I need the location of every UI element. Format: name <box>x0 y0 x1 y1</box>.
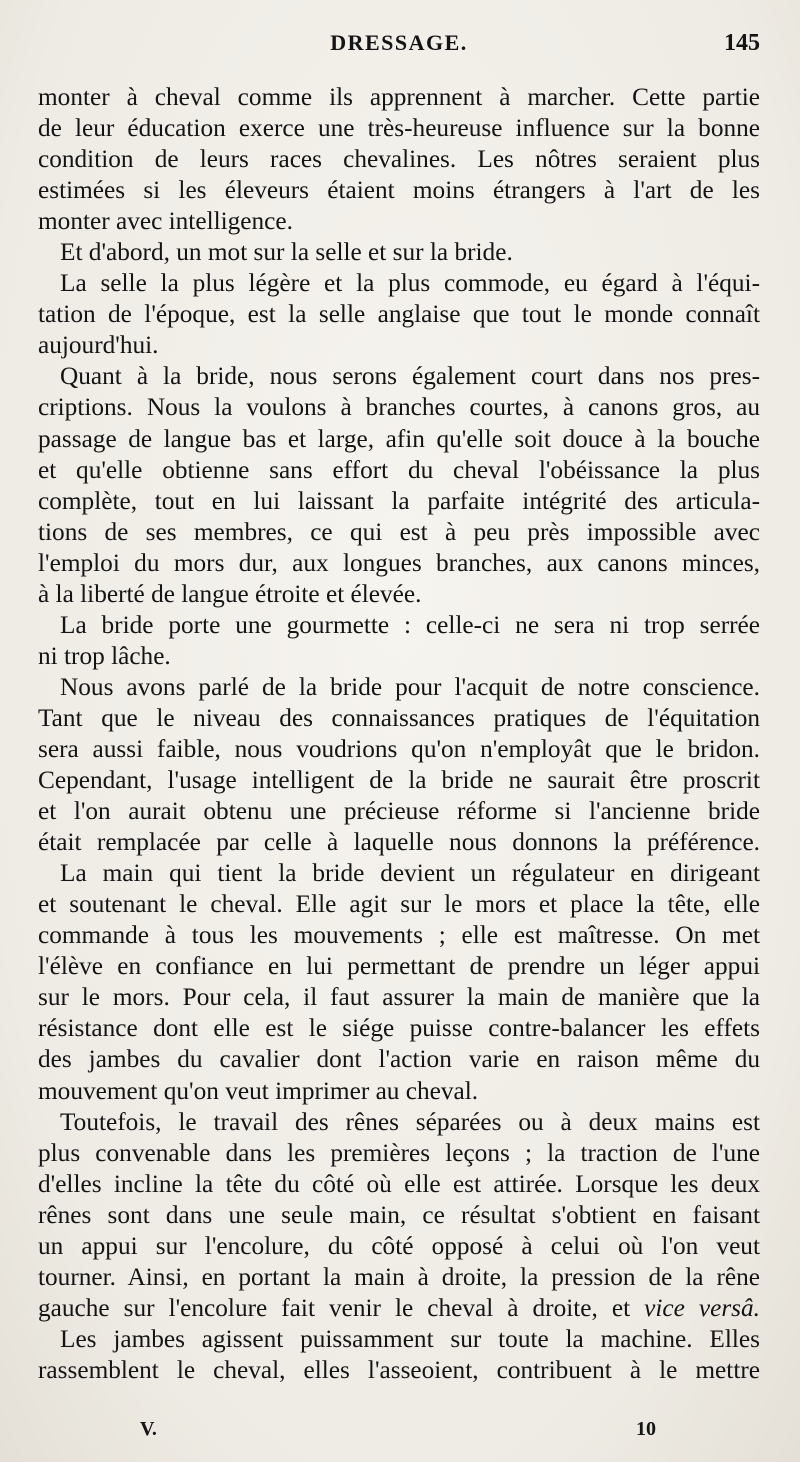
text-line: tation de l'époque, est la selle anglaise que tout le monde connaît <box>38 300 760 329</box>
text-line: Tant que le niveau des connaissances pratiques de l'équitation <box>38 703 760 732</box>
text-line: des jambes du cavalier dont l'action varie en raison même du <box>38 1045 760 1074</box>
page-footer <box>38 1418 760 1448</box>
text-line: Nous avons parlé de la bride pour l'acquit de notre conscience. <box>60 672 760 701</box>
text-line: Cependant, l'usage intelligent de la bride ne saurait être proscrit <box>38 766 760 795</box>
text-line: estimées si les éleveurs étaient moins étrangers à l'art de les <box>38 176 760 205</box>
text-line: mouvement qu'on veut imprimer au cheval. <box>38 1076 479 1105</box>
text-line: de leur éducation exerce une très-heureuse influence sur la bonne <box>38 114 760 143</box>
text-line: condition de leurs races chevalines. Les nôtres seraient plus <box>38 145 760 174</box>
text-line: gauche sur l'encolure fait venir le cheval à droite, et vice versâ. <box>38 1293 760 1322</box>
sheet-number: 10 <box>636 1418 656 1440</box>
text-line: Les jambes agissent puissamment sur toute la machine. Elles <box>60 1324 760 1353</box>
text-line: à la liberté de langue étroite et élevée. <box>38 579 422 608</box>
text-line: d'elles incline la tête du côté où elle est attirée. Lorsque les deux <box>38 1169 760 1198</box>
italic-phrase: vice versâ. <box>644 1293 760 1322</box>
text-line: était remplacée par celle à laquelle nous donnons la préférence. <box>38 828 760 857</box>
text-line: criptions. Nous la voulons à branches courtes, à canons gros, au <box>38 393 760 422</box>
text-line: aujourd'hui. <box>38 331 159 360</box>
text-line: sur le mors. Pour cela, il faut assurer la main de manière que la <box>38 983 760 1012</box>
text-line: monter à cheval comme ils apprennent à marcher. Cette partie <box>38 83 760 111</box>
text-line: ni trop lâche. <box>38 641 171 670</box>
signature-mark: V. <box>140 1418 157 1440</box>
text-line: complète, tout en lui laissant la parfaite intégrité des articula- <box>38 486 760 515</box>
text-line: Toutefois, le travail des rênes séparées ou à deux mains est <box>60 1107 760 1136</box>
page-header <box>38 30 760 66</box>
text-line: Quant à la bride, nous serons également court dans nos pres- <box>60 362 760 391</box>
text-line: sera aussi faible, nous voudrions qu'on n'employât que le bridon. <box>38 734 760 763</box>
text-line: l'élève en confiance en lui permettant de prendre un léger appui <box>38 952 760 981</box>
text-line: et soutenant le cheval. Elle agit sur le mors et place la tête, elle <box>38 890 760 919</box>
text-line: tions de ses membres, ce qui est à peu près impossible avec <box>38 517 760 546</box>
running-title: DRESSAGE. <box>330 30 468 55</box>
text-line: tourner. Ainsi, en portant la main à droite, la pression de la rêne <box>38 1262 760 1291</box>
body-text <box>38 82 760 1386</box>
text-line: La main qui tient la bride devient un régulateur en dirigeant <box>60 859 760 888</box>
text-line: un appui sur l'encolure, du côté opposé à celui où l'on veut <box>38 1231 760 1260</box>
text-line: et qu'elle obtienne sans effort du cheval l'obéissance la plus <box>38 455 760 484</box>
text-line: rênes sont dans une seule main, ce résultat s'obtient en faisant <box>38 1200 760 1229</box>
text-line: commande à tous les mouvements ; elle est maîtresse. On met <box>38 921 760 950</box>
text-line: et l'on aurait obtenu une précieuse réforme si l'ancienne bride <box>38 797 760 826</box>
text-line: La selle la plus légère et la plus commode, eu égard à l'équi- <box>60 269 760 298</box>
text-line: rassemblent le cheval, elles l'asseoient, contribuent à le mettre <box>38 1355 760 1384</box>
page-number: 145 <box>724 30 760 56</box>
text-line: La bride porte une gourmette : celle-ci ne sera ni trop serrée <box>60 610 760 639</box>
text-line: résistance dont elle est le siége puisse contre-balancer les effets <box>38 1014 760 1043</box>
text-line: Et d'abord, un mot sur la selle et sur la bride. <box>60 238 513 267</box>
text-line: l'emploi du mors dur, aux longues branches, aux canons minces, <box>38 548 760 577</box>
text-line: passage de langue bas et large, afin qu'elle soit douce à la bouche <box>38 424 760 453</box>
text-line: plus convenable dans les premières leçons ; la traction de l'une <box>38 1138 760 1167</box>
text-line: monter avec intelligence. <box>38 207 293 236</box>
